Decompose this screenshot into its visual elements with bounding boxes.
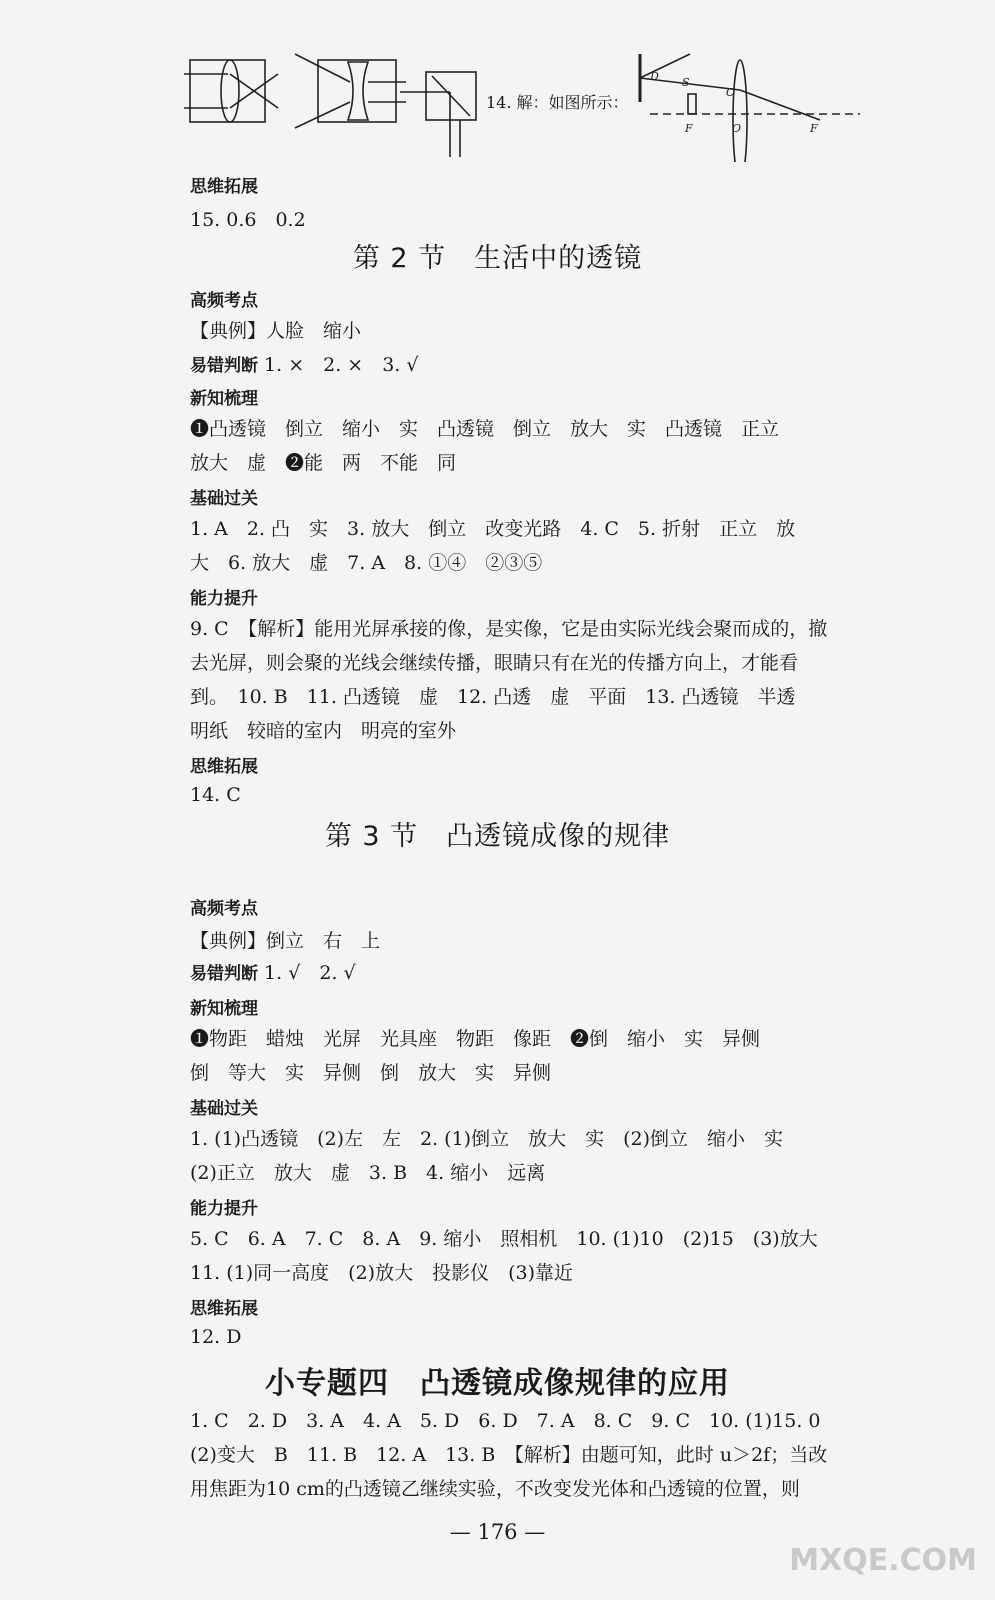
ability-line-3-2: 11. (1)同一高度 (2)放大 投影仪 (3)靠近: [190, 1262, 573, 1284]
base-line-2-1: 1. A 2. 凸 实 3. 放大 倒立 改变光路 4. C 5. 折射 正立 放: [190, 518, 796, 540]
sec4-line-3: 用焦距为10 cm的凸透镜乙继续实验，不改变发光体和凸透镜的位置，则: [190, 1478, 800, 1500]
section-4-title: 小专题四 凸透镜成像规律的应用: [265, 1366, 730, 1401]
concave-lens-shape: [348, 62, 368, 120]
new-line-3-1: ❶物距 蜡烛 光屏 光具座 物距 像距 ❷倒 缩小 实 异侧: [190, 1028, 761, 1050]
point-d: D: [650, 70, 659, 83]
heading-base-3: 基础过关: [190, 1099, 258, 1119]
heading-error-3: 易错判断: [190, 964, 258, 984]
error-answers-2: 1. × 2. × 3. √: [264, 354, 419, 376]
heading-freq-2: 高频考点: [190, 291, 258, 311]
page-number: — 176 —: [449, 1520, 546, 1544]
heading-think-3: 思维拓展: [190, 1299, 258, 1319]
base-line-3-2: (2)正立 放大 虚 3. B 4. 缩小 远离: [190, 1162, 546, 1184]
sec4-line-1: 1. C 2. D 3. A 4. A 5. D 6. D 7. A 8. C 9. C 10. (1)15. 0: [190, 1410, 821, 1432]
ability-line-2-4: 明纸 较暗的室内 明亮的室外: [190, 720, 457, 742]
heading-ability-2: 能力提升: [190, 589, 258, 609]
error-answers-3: 1. √ 2. √: [264, 962, 356, 984]
heading-freq-3: 高频考点: [190, 899, 258, 919]
error-judge-3: [190, 958, 356, 985]
point-o: O: [732, 122, 742, 135]
new-line-2-1: ❶凸透镜 倒立 缩小 实 凸透镜 倒立 放大 实 凸透镜 正立: [190, 418, 780, 440]
point-c: C: [726, 86, 735, 99]
convex-lens-shape: [221, 60, 239, 122]
new-line-2-2: 放大 虚 ❷能 两 不能 同: [190, 452, 457, 474]
object-s: [688, 94, 696, 114]
ability-line-2-2: 去光屏，则会聚的光线会继续传播，眼睛只有在光的传播方向上，才能看: [190, 652, 799, 674]
answer-14-label: 14. 解：如图所示：: [486, 93, 629, 112]
new-line-3-2: 倒 等大 实 异侧 倒 放大 实 异侧: [190, 1062, 552, 1084]
heading-error-2: 易错判断: [190, 356, 258, 376]
example-2: 【典例】人脸 缩小: [190, 320, 362, 342]
point-s: S: [682, 76, 690, 89]
heading-think-2: 思维拓展: [190, 757, 258, 777]
section-3-title: 第 3 节 凸透镜成像的规律: [324, 821, 671, 852]
section-2-title: 第 2 节 生活中的透镜: [352, 243, 643, 274]
base-line-3-1: 1. (1)凸透镜 (2)左 左 2. (1)倒立 放大 实 (2)倒立 缩小 实: [190, 1128, 783, 1150]
heading-new-3: 新知梳理: [190, 999, 258, 1019]
concave-lens-box: [318, 60, 396, 122]
heading-base-2: 基础过关: [190, 489, 258, 509]
point-f1: F: [685, 122, 693, 135]
ability-line-3-1: 5. C 6. A 7. C 8. A 9. 缩小 照相机 10. (1)10 (2)15 (3)放大: [190, 1228, 818, 1250]
answer-15: 15. 0.6 0.2: [190, 209, 306, 231]
ability-line-2-3: 到。 10. B 11. 凸透镜 虚 12. 凸透 虚 平面 13. 凸透镜 半透: [190, 686, 796, 708]
answer-14c: 14. C: [190, 784, 241, 806]
ability-line-2-1: 9. C 【解析】能用光屏承接的像，是实像，它是由实际光线会聚而成的，撤: [190, 618, 828, 640]
heading-new-2: 新知梳理: [190, 389, 258, 409]
convex-lens-2: [733, 60, 747, 162]
point-f2: F: [810, 122, 818, 135]
answer-12d: 12. D: [190, 1326, 242, 1348]
watermark-logo: MXQE.COM: [789, 1543, 977, 1578]
example-3: 【典例】倒立 右 上: [190, 930, 381, 952]
error-judge-2: [190, 350, 419, 377]
heading-ability-3: 能力提升: [190, 1199, 258, 1219]
base-line-2-2: 大 6. 放大 虚 7. A 8. ①④ ②③⑤: [190, 552, 543, 574]
sec4-line-2: (2)变大 B 11. B 12. A 13. B 【解析】由题可知，此时 u＞2f；当改: [190, 1444, 828, 1466]
heading-think-1: 思维拓展: [190, 177, 258, 197]
